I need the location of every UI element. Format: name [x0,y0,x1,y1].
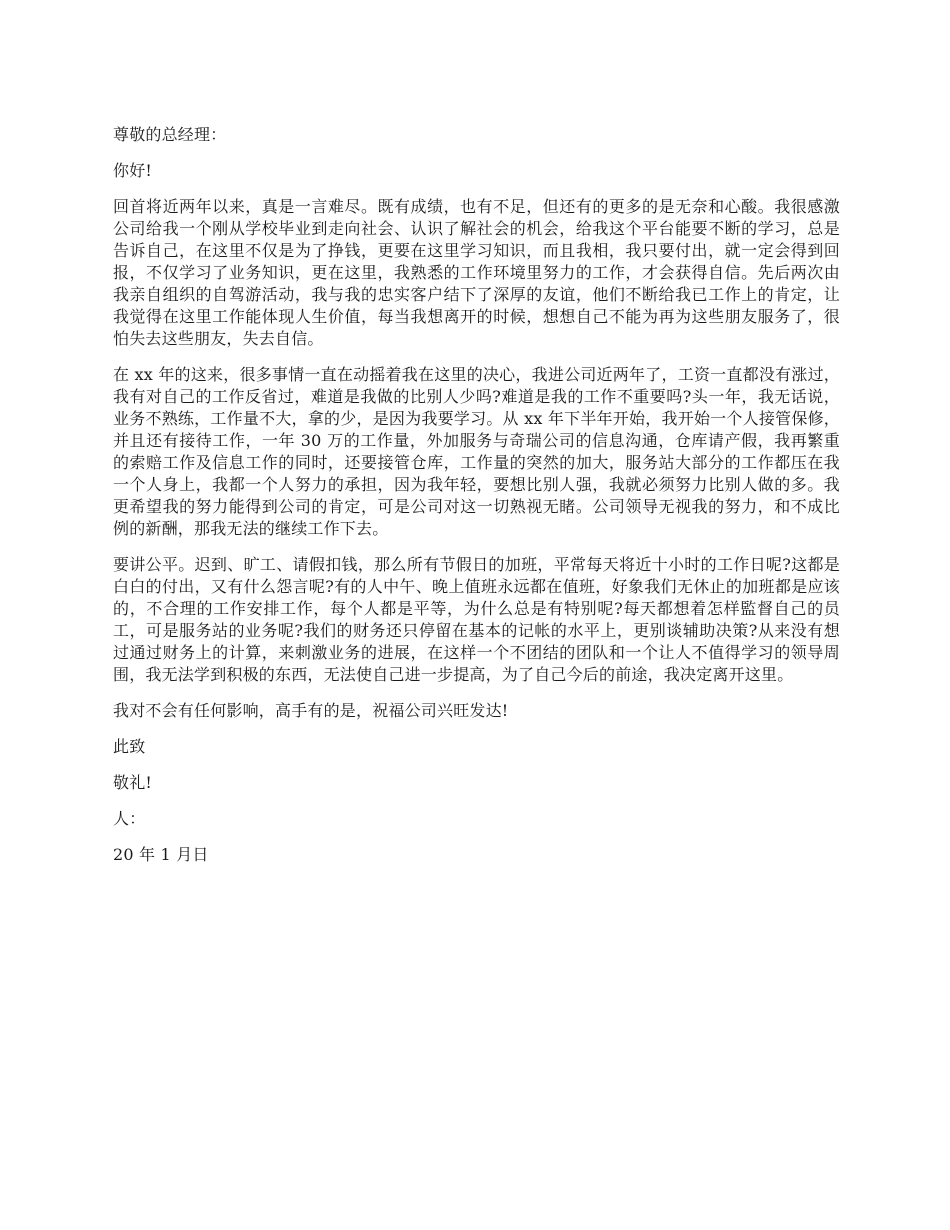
letter-page [113,124,840,880]
closing-regards: 此致 [113,737,146,756]
paragraph-blessing: 我对不会有任何影响，高手有的是，祝福公司兴旺发达! [113,701,509,720]
paragraph-reflection: 回首将近两年以来，真是一言难尽。既有成绩，也有不足，但还有的更多的是无奈和心酸。我很感激公司给我一个刚从学校毕业到走向社会、认识了解社会的机会，给我这个平台能要不断的学习，总是告诉自己，在这里不仅是为了挣钱，更要在这里学习知识，而且我相，我只要付出，就一定会得到回报，不仅学习了业务知识，更在这里，我熟悉的工作环境里努力的工作，才会获得自信。先后两次由我亲自组织的自驾游活动，我与我的忠实客户结下了深厚的友谊，他们不断给我已工作上的肯定，让我觉得在这里工作能体现人生价值，每当我想离开的时候，想想自己不能为再为这些朋友服务了，很怕失去这些朋友，失去自信。 [113,197,840,348]
signature-line: 人： [113,809,146,828]
date-line: 20 年 1 月日 [113,845,209,864]
paragraph-fairness: 要讲公平。迟到、旷工、请假扣钱，那么所有节假日的加班，平常每天将近十小时的工作日呢?这都是白白的付出，又有什么怨言呢?有的人中午、晚上值班永远都在值班，好象我们无休止的加班都是应该的，不合理的工作安排工作，每个人都是平等，为什么总是有特别呢?每天都想着怎样監督自己的员工，可是服务站的业务呢?我们的财务还只停留在基本的记帐的水平上，更别谈辅助决策?从来没有想过通过财务上的计算，来刺激业务的进展，在这样一个不团结的团队和一个让人不值得学习的领导周围，我无法学到积极的东西，无法使自己进一步提高，为了自己今后的前途，我决定离开这里。 [113,555,840,684]
paragraph-workload: 在 xx 年的这来，很多事情一直在动摇着我在这里的决心，我进公司近两年了，工资一直都没有涨过，我有对自己的工作反省过，难道是我做的比别人少吗?难道是我的工作不重要吗?头一年，我无话说，业务不熟练，工作量不大，拿的少，是因为我要学习。从 xx 年下半年开始，我开始一个人接管保修，并且还有接待工作，一年 30 万的工作量，外加服务与奇瑞公司的信息沟通，仓库请产假，我再繁重的索赔工作及信息工作的同时，还要接管仓库，工作量的突然的加大，服务站大部分的工作都压在我一个人身上，我都一个人努力的承担，因为我年轻，要想比别人强，我就必须努力比别人做的多。我更希望我的努力能得到公司的肯定，可是公司对这一切熟视无睹。公司领导无视我的努力，和不成比例的新酬，那我无法的继续工作下去。 [113,365,840,538]
greeting: 你好! [113,161,153,180]
salutation: 尊敬的总经理： [113,125,227,144]
closing-salute: 敬礼! [113,773,153,792]
